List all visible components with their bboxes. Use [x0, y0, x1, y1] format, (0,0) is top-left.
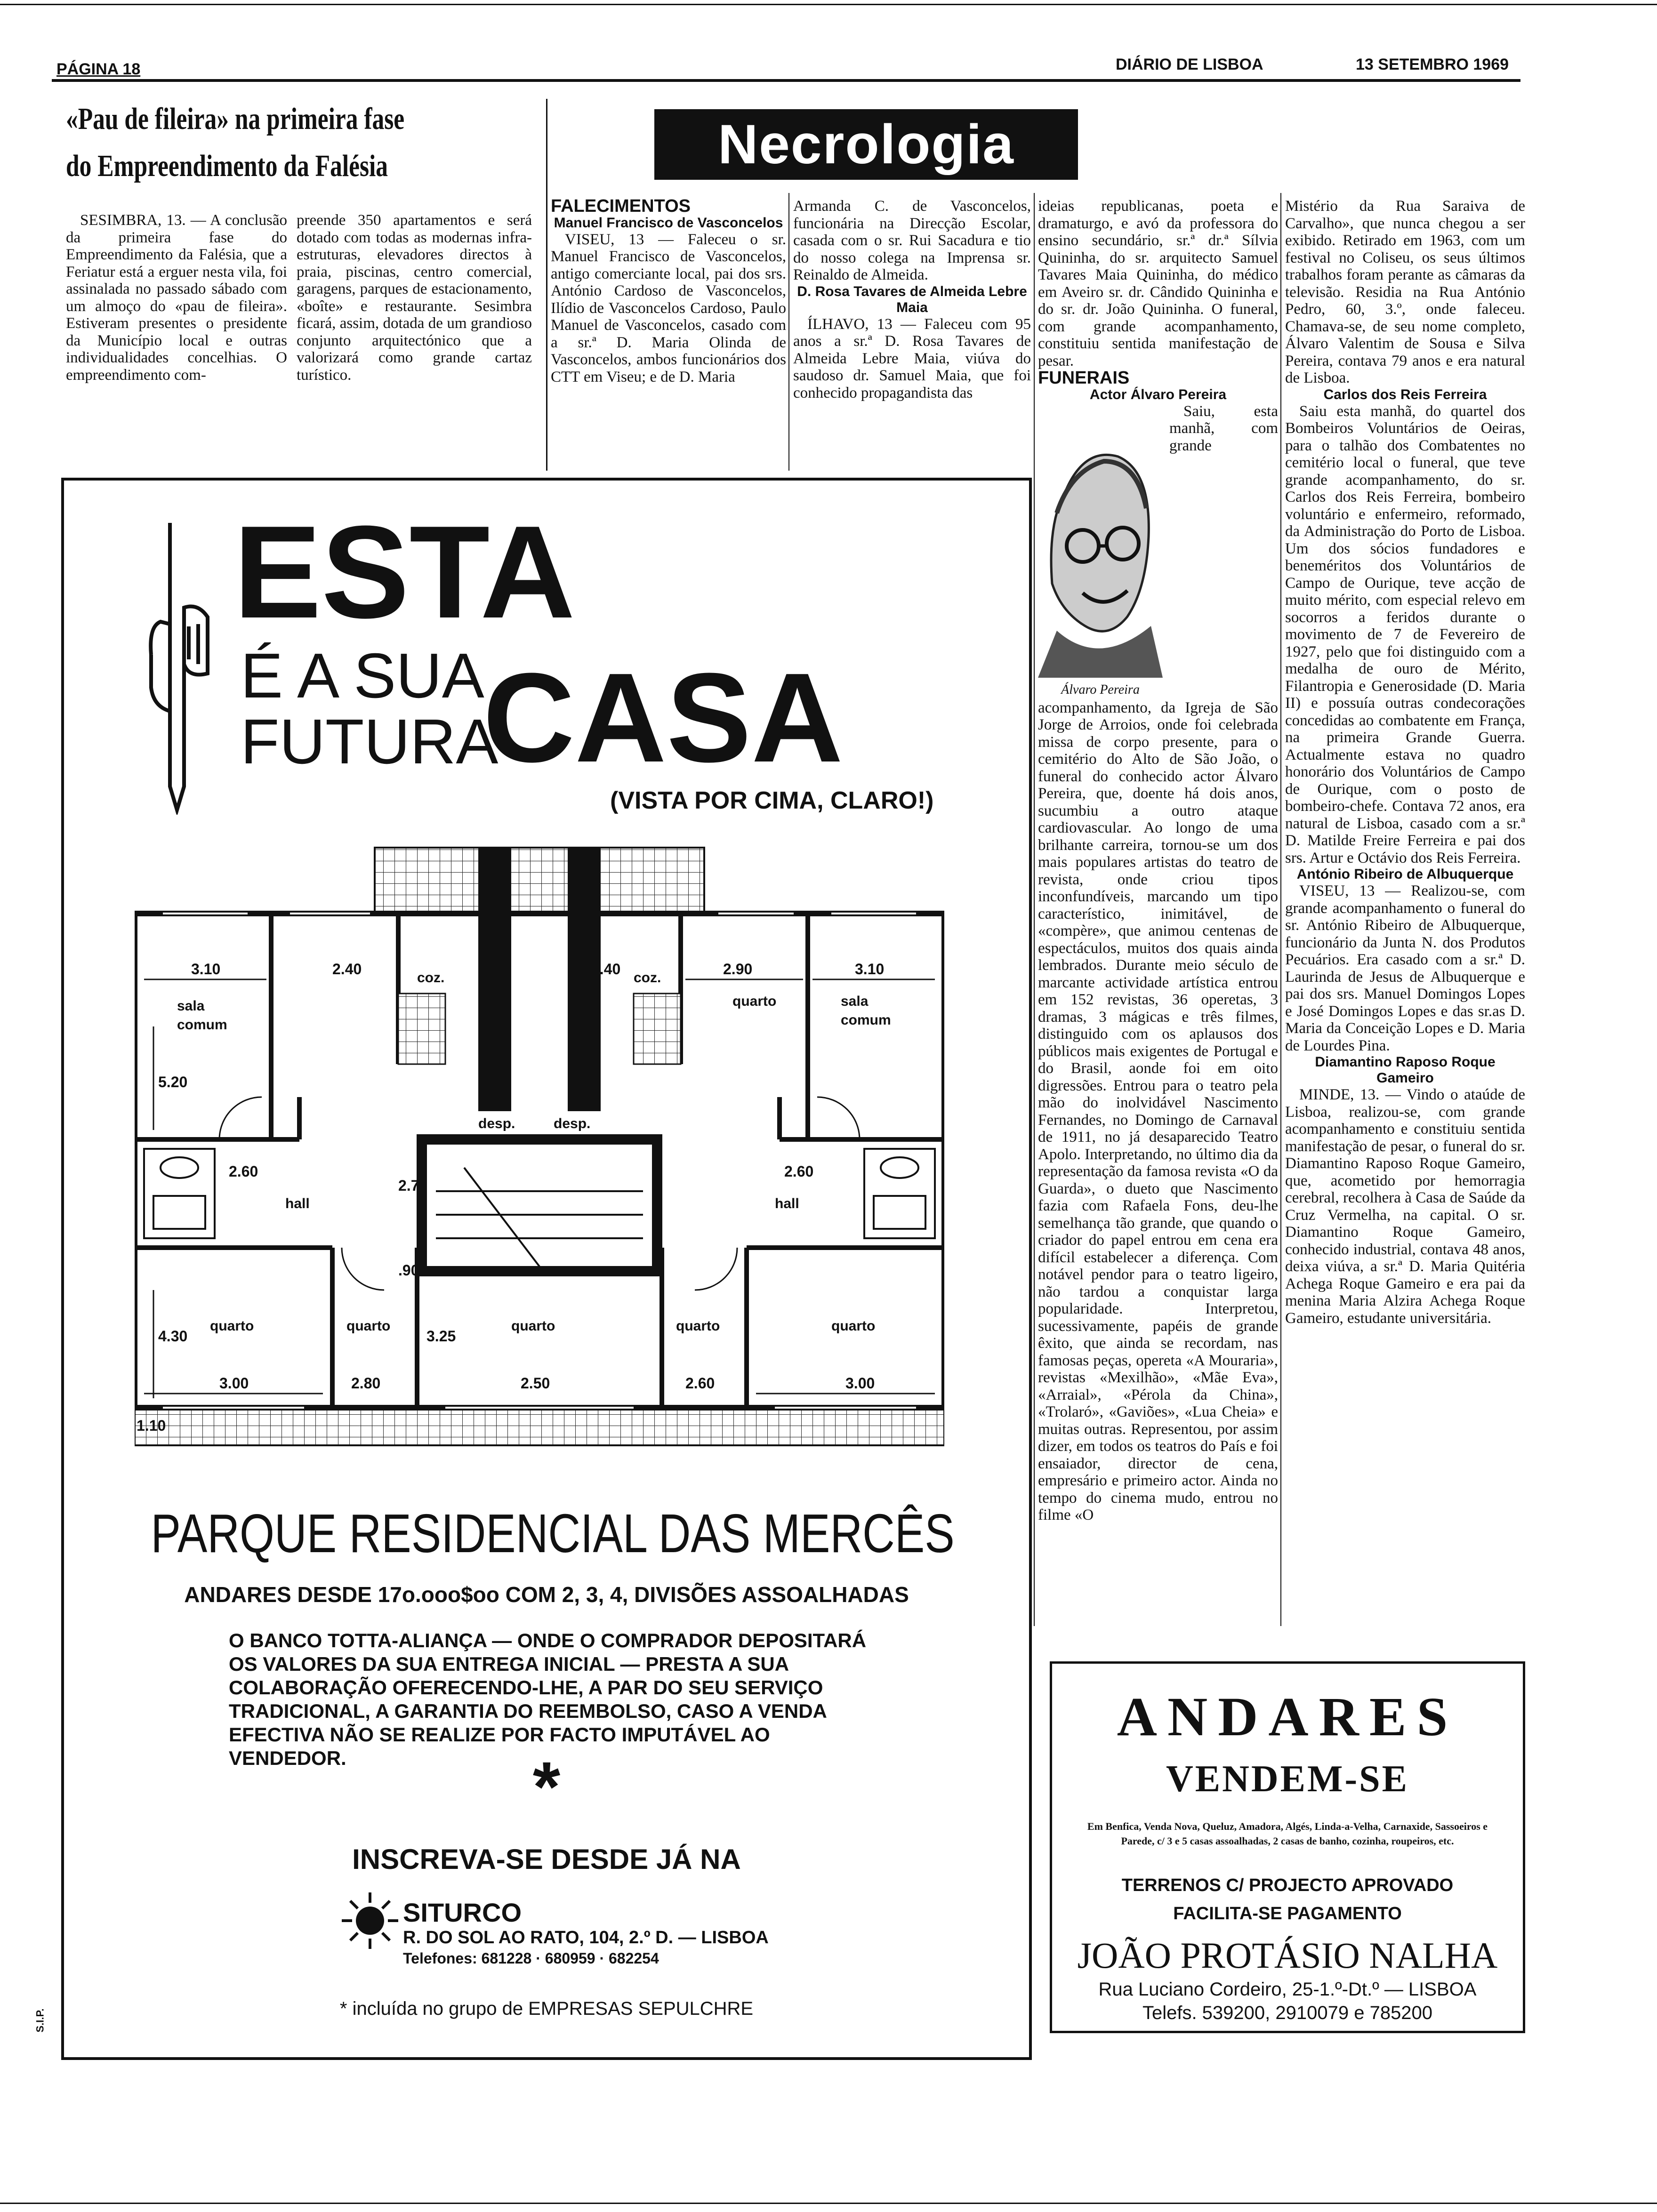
- dimension-label: 3.00: [845, 1375, 875, 1392]
- dimension-label: 2.60: [784, 1163, 814, 1180]
- room-label-quarto: quarto: [676, 1318, 720, 1334]
- column-rule: [788, 193, 789, 471]
- obituary-text-4: Saiu esta manhã, do quartel dos Bombeiros Voluntários de Oeiras, para o talhão dos Combatentes no cemitério local o funeral, que teve grande acompanhamento, do sr. Carlos dos Reis Ferreira, bombeiro voluntário e enfermeiro, reformado, da Administração do Porto de Lisboa. Um dos sócios fundadores e beneméritos dos Voluntários de Campo de Ourique, teve acção de muito mérito, com especial relevo em socorros a feridos durante o movimento de 7 de Fevereiro de 1927, pelo que foi distinguido com a medalha de ouro de Mérito, Filantropia e Generosidade (D. Maria II) e possuía outras condecorações concedidas ao combatente em França, na primeira Grande Guerra. Actualmente estava no quadro honorário dos Voluntários de Campo de Ourique, com o posto de bombeiro-chefe. Contava 72 anos, era natural de Lisboa, casado com a sr.ª D. Matilde Freire Ferreira e pai dos srs. Artur e Octávio dos Reis Ferreira.: [1285, 402, 1525, 866]
- obituary-name-5: António Ribeiro de Albuquerque: [1296, 866, 1514, 882]
- room-label-sala: sala: [841, 994, 869, 1009]
- dimension-label: 2.50: [521, 1375, 550, 1392]
- siturco-advertisement: [61, 478, 1032, 2060]
- obituary-name-1: Manuel Francisco de Vasconcelos: [554, 215, 783, 231]
- column-rule: [1034, 193, 1035, 1626]
- actor-portrait: [1038, 405, 1163, 678]
- top-rule: [0, 4, 1657, 5]
- dimension-label: 1.10: [137, 1417, 166, 1434]
- dimension-label: 2.40: [332, 961, 362, 978]
- room-label-quarto: quarto: [732, 994, 777, 1009]
- article-column-2: [297, 212, 532, 466]
- dimension-label: 3.00: [219, 1375, 249, 1392]
- obituary-text-2: ÍLHAVO, 13 — Faleceu com 95 anos a sr.ª D. Rosa Tavares de Almeida Lebre Maia, viúva do saudoso dr. Samuel Maia, que foi conhecido propagandista das: [793, 315, 1031, 401]
- obituary-text-5: VISEU, 13 — Realizou-se, com grande acompanhamento o funeral do sr. António Ribeiro de Albuquerque, funcionário da Junta N. dos Produtos Pecuários. Era casado com a sr.ª D. Laurinda de Jesus de Albuquerque e pai dos srs. Manuel Domingos Lopes e José Domingos Lopes e das sr.as D. Maria da Conceição Lopes e D. Maria de Lourdes Pina.: [1285, 882, 1525, 1054]
- actor-photo: [1038, 405, 1163, 697]
- room-label-comum: comum: [841, 1012, 891, 1028]
- andares-locations: Em Benfica, Venda Nova, Queluz, Amadora, Algés, Linda-a-Velha, Carnaxide, Sassoeiros e Parede, c/ 3 e 5 casas assoalhadas, 2 casas de banho, cozinha, roupeiros, etc.: [1087, 1820, 1488, 1847]
- esta-heading: ESTA: [233, 499, 575, 646]
- dimension-label: 2.60: [685, 1375, 715, 1392]
- article-headline-1: «Pau de fileira» na primeira fase: [66, 102, 405, 136]
- siturco-phones: Telefones: 681228 · 680959 · 682254: [403, 1950, 659, 1967]
- dimension-label: 5.20: [158, 1074, 188, 1090]
- obituary-text-2-cont: ideias republicanas, poeta e dramaturgo, e avó da professora do ensino secundário, sr.ª dr.ª Sílvia Quininha, do sr. arquitecto Samuel Tavares Maia Quininha, do médico em Aveiro sr. dr. Cândido Quininha e do sr. dr. João Quininha. O funeral, com grande acompanhamento, constituiu sentida manifestação de pesar.: [1038, 198, 1278, 369]
- facilita-line: FACILITA-SE PAGAMENTO: [1173, 1904, 1402, 1923]
- dimension-label: 2.40: [591, 961, 621, 978]
- funerais-heading: FUNERAIS: [1038, 368, 1130, 388]
- obituary-name-6: Diamantino Raposo Roque Gameiro: [1315, 1054, 1496, 1086]
- obituary-text-6: MINDE, 13. — Vindo o ataúde de Lisboa, realizou-se, com grande acompanhamento e constituiu sentida manifestação de pesar, o funeral do sr. Diamantino Raposo Roque Gameiro, que, acometido por hemorragia cerebral, recolhera à Casa de Saúde da Cruz Vermelha, na capital. O sr. Diamantino Roque Gameiro, conhecido industrial, contava 48 anos, deixa viúva, a sr.ª D. Maria Quitéria Achega Roque Gameiro e era pai da menina Maria Alzira Achega Roque Gameiro, estudante universitária.: [1285, 1086, 1525, 1327]
- necro-column-1: [551, 198, 786, 471]
- dimension-label: 2.70: [398, 1177, 428, 1194]
- obituary-text-3-cont: Mistério da Rua Saraiva de Carvalho», que nunca chegou a ser exibido. Retirado em 1963, com um festival no Coliseu, os seus últimos trabalhos foram perante as câmaras da televisão. Residia na Rua António Pedro, 60, 3.º, onde faleceu. Chamava-se, de seu nome completo, Álvaro Valentim de Sousa e Silva Pereira, contava 79 anos e era natural de Lisboa.: [1285, 198, 1525, 386]
- siturco-logo-icon: [342, 1892, 398, 1949]
- futura-heading: FUTURA: [241, 706, 499, 777]
- dimension-label: .90: [398, 1262, 419, 1279]
- article-column-1: [66, 212, 287, 466]
- necrologia-title: Necrologia: [718, 113, 1014, 176]
- siturco-name: SITURCO: [403, 1898, 522, 1927]
- room-label-desp: desp.: [478, 1116, 515, 1131]
- room-label-coz: coz.: [417, 970, 445, 986]
- vista-subheading: (VISTA POR CIMA, CLARO!): [610, 787, 934, 814]
- agent-address: Rua Luciano Cordeiro, 25-1.º-Dt.º — LISBOA: [1098, 1979, 1477, 2000]
- dimension-label: 3.10: [191, 961, 221, 978]
- side-mark: S.I.P.: [34, 2008, 46, 2033]
- obituary-text-1-cont: Armanda C. de Vasconcelos, funcionária na Direcção Escolar, casada com o sr. Rui Sacadura e tio do nosso colega na Imprensa sr. Reinaldo de Almeida.: [793, 198, 1031, 283]
- pointing-hand-icon: [142, 523, 217, 815]
- column-rule: [1280, 193, 1281, 1626]
- banco-text: O BANCO TOTTA-ALIANÇA — ONDE O COMPRADOR DEPOSITARÁ OS VALORES DA SUA ENTREGA INICIAL — PRESTA A SUA COLABORAÇÃO OFERECENDO-LHE, A PAR DO SEU SERVIÇO TRADICIONAL, A GARANTIA DO REEMBOLSO, CASO A VENDA EFECTIVA NÃO SE REALIZE POR FACTO IMPUTÁVEL AO VENDEDOR.: [229, 1629, 867, 1769]
- andares-title: ANDARES: [1117, 1686, 1458, 1747]
- asterisk-symbol: *: [532, 1747, 561, 1826]
- room-label-hall: hall: [285, 1196, 310, 1211]
- andares-price-line: ANDARES DESDE 17o.ooo$oo COM 2, 3, 4, DIVISÕES ASSOALHADAS: [184, 1582, 909, 1607]
- obituary-name-4: Carlos dos Reis Ferreira: [1323, 386, 1487, 402]
- siturco-address: R. DO SOL AO RATO, 104, 2.º D. — LISBOA: [403, 1928, 769, 1948]
- room-label-quarto: quarto: [511, 1318, 555, 1334]
- e-a-sua-heading: É A SUA: [241, 640, 484, 711]
- room-label-sala: sala: [177, 998, 205, 1014]
- falecimentos-heading: FALECIMENTOS: [551, 198, 691, 216]
- necro-column-2: [793, 198, 1031, 471]
- room-label-hall: hall: [775, 1196, 799, 1211]
- necrologia-banner: [654, 109, 1078, 180]
- newspaper-name: DIÁRIO DE LISBOA: [1116, 56, 1263, 73]
- dimension-label: 2.60: [229, 1163, 258, 1180]
- terrenos-line: TERRENOS C/ PROJECTO APROVADO: [1121, 1875, 1454, 1895]
- room-label-comum: comum: [177, 1017, 227, 1033]
- page-number: PÁGINA 18: [56, 60, 141, 78]
- casa-heading: CASA: [483, 647, 844, 789]
- parque-heading: PARQUE RESIDENCIAL DAS MERCÊS: [151, 1503, 955, 1564]
- room-label-quarto: quarto: [210, 1318, 254, 1334]
- room-label-quarto: quarto: [346, 1318, 391, 1334]
- room-label-desp: desp.: [554, 1116, 591, 1131]
- sepulchre-note: * incluída no grupo de EMPRESAS SEPULCHRE: [339, 1998, 754, 2019]
- obituary-name-3: Actor Álvaro Pereira: [1089, 386, 1227, 402]
- obituary-text-1: VISEU, 13 — Faleceu o sr. Manuel Francisco de Vasconcelos, antigo comerciante local, pai dos srs. António Cardoso de Vasconcelos, Ilídio de Vasconcelos Cardoso, Paulo Manuel de Vasconcelos, casado com a sr.ª D. Maria Olinda de Vasconcelos, ambos funcionários dos CTT em Viseu; e de D. Maria: [551, 231, 786, 385]
- vendem-se-title: VENDEM-SE: [1166, 1758, 1409, 1800]
- agent-name: JOÃO PROTÁSIO NALHA: [1077, 1935, 1498, 1976]
- necro-column-3: [1038, 198, 1278, 1628]
- room-label-coz: coz.: [634, 970, 661, 986]
- dimension-label: 3.10: [855, 961, 885, 978]
- article-rule: [546, 99, 547, 471]
- issue-date: 13 SETEMBRO 1969: [1356, 56, 1509, 73]
- dimension-label: 2.80: [351, 1375, 381, 1392]
- article-text-1: SESIMBRA, 13. — A conclusão da primeira fase do Empreendimento da Falésia, que a Feriatur está a erguer nesta vila, foi assinalada no passado sábado com um almoço do «pau de fileira». Estiveram presentes o presidente da Município local e outras individualidades concelhias. O empreendimento com-: [66, 212, 287, 384]
- photo-caption: Álvaro Pereira: [1061, 682, 1140, 697]
- header-rule: [52, 79, 1520, 82]
- dimension-label: 2.90: [723, 961, 753, 978]
- inscreva-heading: INSCREVA-SE DESDE JÁ NA: [352, 1843, 741, 1875]
- necro-column-4: [1285, 198, 1525, 1628]
- bottom-rule: [0, 2203, 1657, 2204]
- article-headline-2: do Empreendimento da Falésia: [66, 149, 388, 183]
- room-label-quarto: quarto: [831, 1318, 876, 1334]
- floor-plan: [135, 838, 944, 1478]
- andares-advertisement: [1050, 1661, 1525, 2033]
- dimension-label: 4.30: [158, 1328, 188, 1345]
- dimension-label: 3.25: [426, 1328, 456, 1345]
- obituary-name-2: D. Rosa Tavares de Almeida Lebre Maia: [797, 283, 1027, 315]
- article-text-2: preende 350 apartamentos e será dotado com todas as modernas infra-estruturas, elevadores directos à praia, piscinas, centro comercial, garagens, parques de estacionamento, «boîte» e restaurante. Sesimbra ficará, assim, dotada de um grandioso conjunto arquitectónico que a valorizará como grande cartaz turístico.: [297, 212, 532, 384]
- agent-phones: Telefs. 539200, 2910079 e 785200: [1142, 2003, 1433, 2023]
- obituary-text-3: Saiu, esta manhã, com grande acompanhamento, da Igreja de São Jorge de Arroios, onde foi celebrada missa de corpo presente, para o cemitério do Alto de São João, o funeral do conhecido actor Álvaro Pereira, que, doente há dois anos, sucumbiu a outro ataque cardiovascular. Ao longo de uma brilhante carreira, tornou-se um dos mais populares artistas do teatro de revista, onde criou tipos inconfundíveis, marcando um tipo característico, inimitável, de «compère», que animou centenas de espectáculos, muitos dos quais ainda lembrados. Durante meio século de marcante actividade artística entrou em 152 revistas, 36 operetas, 3 dramas, 3 mágicas e três filmes, distinguido com os aplausos dos públicos mais exigentes de Portugal e do Brasil, aonde foi em oito digressões. Entrou para o teatro pela mão do inolvidável Nascimento Fernandes, no Domingo de Carnaval de 1911, no já desaparecido Teatro Apolo. Interpretando, no último dia da representação da famosa revista «O da Guarda», o dueto que Nascimento fazia com Rafaela Fons, deu-lhe semelhança tão grande, que quando o criador do papel entrou em cena era difícil estabelecer a diferença. Com notável pendor para o teatro ligeiro, não tardou a conquistar larga popularidade. Interpretou, sucessivamente, papéis de grande êxito, que ainda se recordam, nas famosas peças, opereta «A Mouraria», revistas «Mexilhão», «Mãe Eva», «Arraial», «Pérola da China», «Trolaró», «Gaviões», «Lua Cheia» e muitas outras. Representou, por assim dizer, em todos os teatros do País e foi ensaiador, director de cena, empresário e primeiro actor. Ainda no tempo do cinema mudo, entrou no filme «O: [1038, 402, 1278, 1523]
